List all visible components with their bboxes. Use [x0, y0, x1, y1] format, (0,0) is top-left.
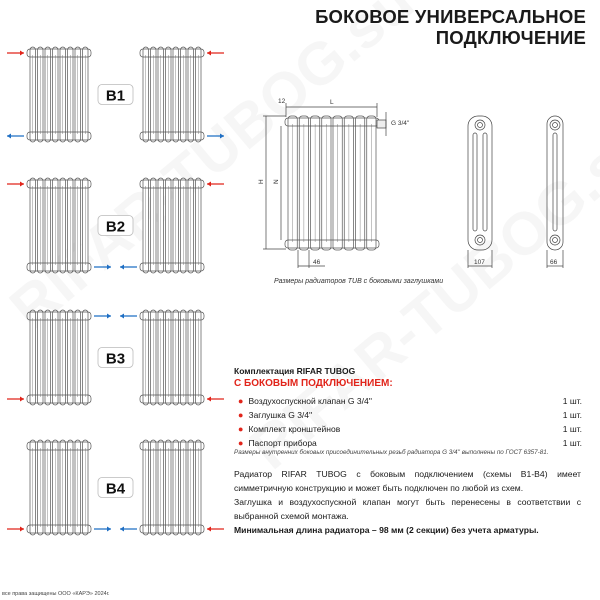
kit-item	[234, 436, 582, 450]
kit-item	[234, 422, 582, 436]
return-arrow-icon	[94, 527, 111, 532]
radiator-side-view-3-column	[468, 116, 492, 268]
scheme-b1	[7, 47, 224, 142]
radiator-left	[27, 178, 91, 273]
radiator-right	[140, 47, 204, 142]
supply-arrow-icon	[7, 51, 24, 56]
radiator-front-view	[285, 116, 379, 250]
kit-list	[234, 394, 582, 450]
radiator-right	[140, 178, 204, 273]
scheme-b3	[7, 310, 224, 405]
description-p3: Минимальная длина радиатора – 98 мм (2 секции) без учета арматуры.	[234, 525, 539, 535]
radiator-left	[27, 47, 91, 142]
title-line-1: БОКОВОЕ УНИВЕРСАЛЬНОЕ	[315, 6, 586, 27]
dim-107: 107	[474, 259, 485, 266]
supply-arrow-icon	[207, 397, 224, 402]
kit-item-name: Воздухоспускной клапан G 3/4''	[248, 396, 372, 406]
copyright: все права защищены ООО «КАРЭ» 2024г.	[2, 591, 110, 597]
dim-L: L	[330, 99, 334, 106]
title-line-2: ПОДКЛЮЧЕНИЕ	[435, 27, 586, 48]
bullet-icon: ●	[238, 410, 244, 420]
scheme-label	[98, 478, 133, 498]
description-p2: Заглушка и воздухоспускной клапан могут быть перенесены в соответствии с выбранной схемой монтажа.	[234, 497, 581, 521]
dim-12: 12	[278, 98, 286, 105]
radiator-right	[140, 310, 204, 405]
svg-text:B2: B2	[105, 218, 126, 236]
radiator-side-view-2-column	[547, 116, 563, 268]
svg-text:B4: B4	[105, 480, 126, 498]
dim-46: 46	[313, 259, 321, 266]
return-arrow-icon	[120, 314, 137, 319]
connection-schemes	[0, 30, 240, 550]
scheme-b4	[7, 440, 224, 535]
supply-arrow-icon	[207, 51, 224, 56]
kit-item-qty: 1 шт.	[562, 410, 582, 420]
supply-arrow-icon	[207, 182, 224, 187]
scheme-label	[98, 85, 133, 105]
svg-text:B3: B3	[105, 350, 126, 368]
kit-item-name: Комплект кронштейнов	[248, 424, 341, 434]
technical-drawing	[250, 90, 600, 280]
bullet-icon: ●	[238, 396, 244, 406]
kit-item-qty: 1 шт.	[562, 424, 582, 434]
supply-arrow-icon	[207, 527, 224, 532]
return-arrow-icon	[207, 134, 224, 139]
kit-item-qty: 1 шт.	[562, 438, 582, 448]
kit-heading: Комплектация RIFAR TUBOG	[234, 366, 356, 376]
dim-66: 66	[550, 259, 558, 266]
kit-item-qty: 1 шт.	[562, 396, 582, 406]
description-p1: Радиатор RIFAR TUBOG с боковым подключением (схемы В1-В4) имеет симметричную конструкцию и может быть подключен по любой из схем.	[234, 469, 581, 493]
bullet-icon: ●	[238, 438, 244, 448]
kit-subheading: С БОКОВЫМ ПОДКЛЮЧЕНИЕМ:	[234, 378, 393, 389]
return-arrow-icon	[94, 314, 111, 319]
kit-item	[234, 394, 582, 408]
return-arrow-icon	[7, 134, 24, 139]
scheme-label	[98, 216, 133, 236]
supply-arrow-icon	[7, 527, 24, 532]
kit-item-name: Паспорт прибора	[248, 438, 317, 448]
radiator-right	[140, 440, 204, 535]
kit-item	[234, 408, 582, 422]
svg-text:B1: B1	[105, 87, 126, 105]
return-arrow-icon	[120, 527, 137, 532]
dim-N: N	[273, 179, 280, 184]
scheme-b2	[7, 178, 224, 273]
radiator-left	[27, 440, 91, 535]
bullet-icon: ●	[238, 424, 244, 434]
kit-item-name: Заглушка G 3/4''	[248, 410, 313, 420]
supply-arrow-icon	[7, 182, 24, 187]
scheme-label	[98, 348, 133, 368]
thread-note: Размеры внутренних боковых присоединительных резьб радиатора G 3/4'' выполнены по ГОСТ 6357-81.	[234, 449, 549, 456]
page-title	[315, 6, 586, 48]
return-arrow-icon	[94, 265, 111, 270]
dim-thread: G 3/4''	[391, 120, 410, 127]
drawing-caption: Размеры радиаторов TUB с боковыми заглушками	[274, 278, 444, 285]
kit-section	[234, 366, 582, 450]
description	[234, 467, 581, 537]
dim-H: H	[258, 179, 265, 184]
return-arrow-icon	[120, 265, 137, 270]
radiator-left	[27, 310, 91, 405]
supply-arrow-icon	[7, 397, 24, 402]
